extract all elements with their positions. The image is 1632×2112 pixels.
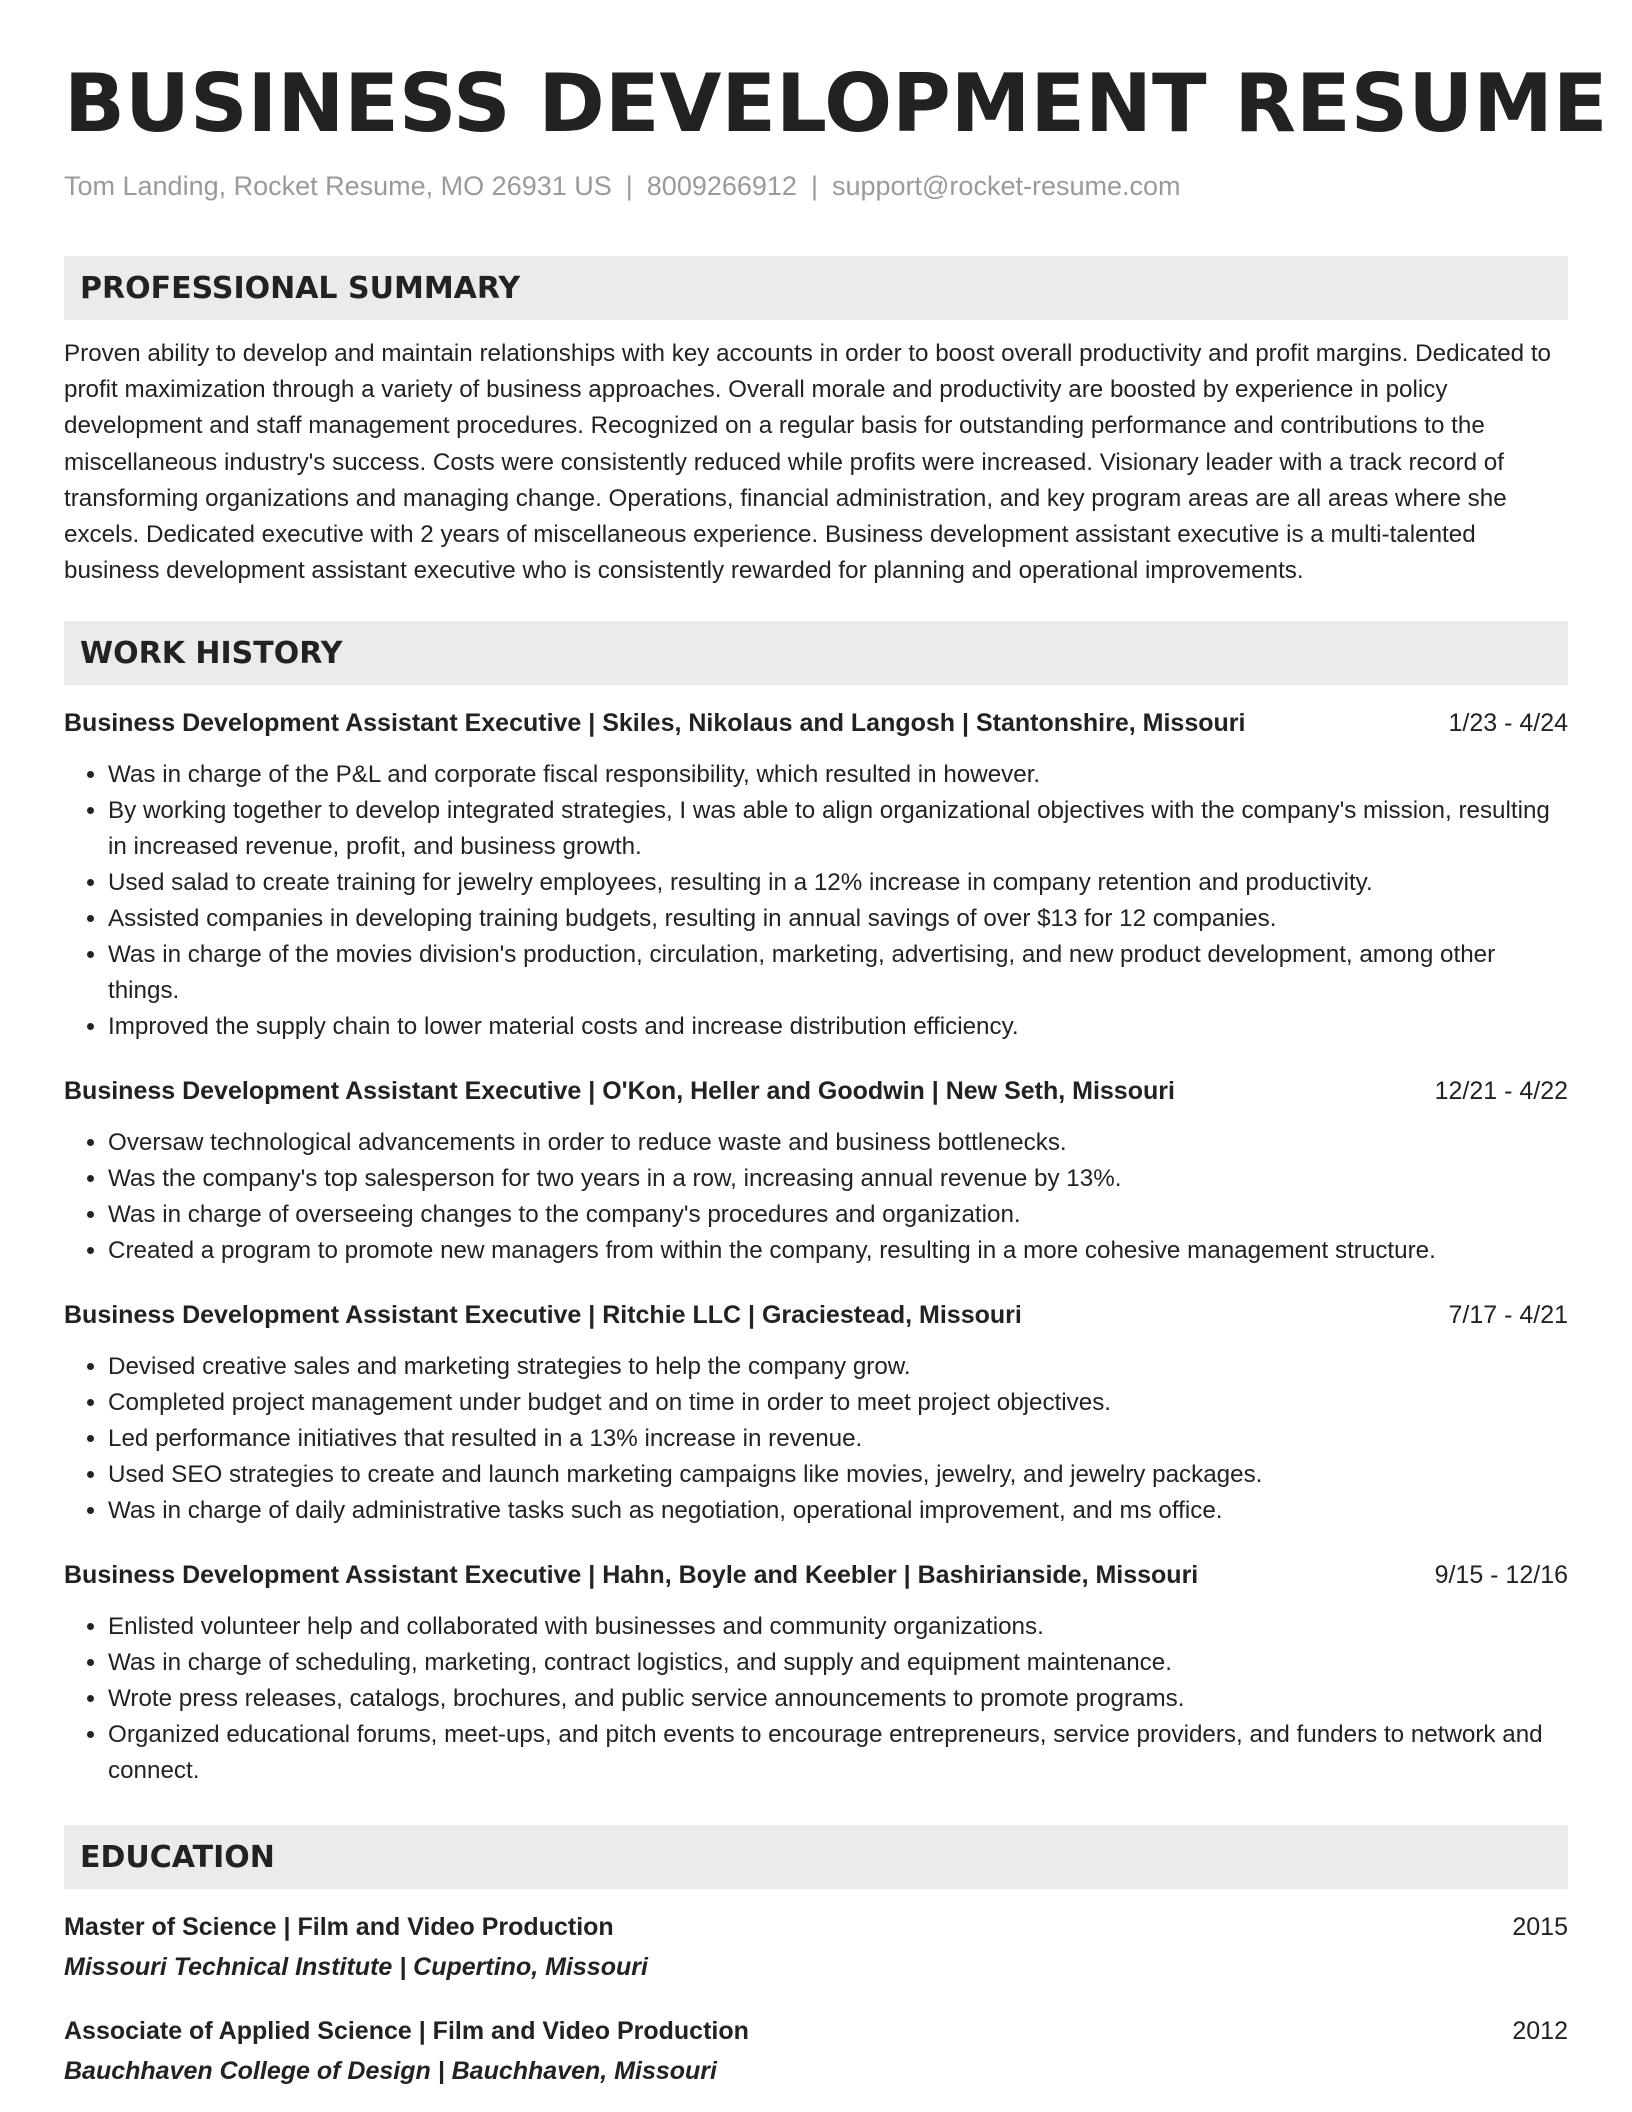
job-entry <box>64 1073 1568 1269</box>
contact-email[interactable]: support@rocket-resume.com <box>831 171 1181 201</box>
job-entry <box>64 1297 1568 1529</box>
job-bullet: • Used SEO strategies to create and launch marketing campaigns like movies, jewelry, and jewelry packages. <box>108 1457 1568 1493</box>
job-title: Business Development Assistant Executive | Hahn, Boyle and Keebler | Bashirianside, Missouri <box>64 1561 1199 1590</box>
education-entry <box>64 2013 1568 2089</box>
job-bullet: • Oversaw technological advancements in order to reduce waste and business bottlenecks. <box>108 1125 1568 1161</box>
education-degree: Master of Science | Film and Video Production <box>64 1913 614 1942</box>
resume-title: BUSINESS DEVELOPMENT RESUME <box>64 57 1608 150</box>
contact-separator: | <box>810 171 818 201</box>
job-bullet: • Organized educational forums, meet-ups, and pitch events to encourage entrepreneurs, service providers, and funders to network and connect. <box>108 1717 1568 1789</box>
job-bullet: • Was in charge of overseeing changes to the company's procedures and organization. <box>108 1197 1568 1233</box>
contact-address: Tom Landing, Rocket Resume, MO 26931 US <box>64 171 612 201</box>
job-dates: 12/21 - 4/22 <box>1434 1077 1568 1106</box>
job-dates: 9/15 - 12/16 <box>1434 1561 1568 1590</box>
job-bullet: • Created a program to promote new managers from within the company, resulting in a more cohesive management structure. <box>108 1233 1568 1269</box>
education-year: 2015 <box>1512 1913 1568 1942</box>
job-bullet: • Was in charge of daily administrative tasks such as negotiation, operational improvement, and ms office. <box>108 1493 1568 1529</box>
job-bullet: • Used salad to create training for jewelry employees, resulting in a 12% increase in company retention and productivity. <box>108 865 1568 901</box>
job-bullet: • Enlisted volunteer help and collaborated with businesses and community organizations. <box>108 1609 1568 1645</box>
section-heading-education: EDUCATION <box>64 1825 1568 1889</box>
job-bullets <box>64 1609 1568 1789</box>
job-title: Business Development Assistant Executive | O'Kon, Heller and Goodwin | New Seth, Missouri <box>64 1077 1175 1106</box>
education-school: Bauchhaven College of Design | Bauchhaven, Missouri <box>64 2057 717 2086</box>
job-title: Business Development Assistant Executive | Ritchie LLC | Graciestead, Missouri <box>64 1301 1022 1330</box>
job-bullet: • Assisted companies in developing training budgets, resulting in annual savings of over $13 for 12 companies. <box>108 901 1568 937</box>
job-bullet: • Led performance initiatives that resulted in a 13% increase in revenue. <box>108 1421 1568 1457</box>
work-history-list <box>64 705 1568 1789</box>
contact-phone[interactable]: 8009266912 <box>646 171 797 201</box>
job-bullets <box>64 1125 1568 1269</box>
job-bullet: • Was in charge of the movies division's production, circulation, marketing, advertising, and new product development, among other things. <box>108 937 1568 1009</box>
job-dates: 7/17 - 4/21 <box>1448 1301 1568 1330</box>
job-bullet: • Devised creative sales and marketing strategies to help the company grow. <box>108 1349 1568 1385</box>
section-heading-summary: PROFESSIONAL SUMMARY <box>64 256 1568 320</box>
education-entry <box>64 1909 1568 1985</box>
job-bullet: • Was in charge of the P&L and corporate fiscal responsibility, which resulted in however. <box>108 757 1568 793</box>
job-bullet: • Was in charge of scheduling, marketing, contract logistics, and supply and equipment maintenance. <box>108 1645 1568 1681</box>
job-bullet: • Improved the supply chain to lower material costs and increase distribution efficiency. <box>108 1009 1568 1045</box>
contact-line <box>64 168 1568 204</box>
summary-text: Proven ability to develop and maintain relationships with key accounts in order to boost overall productivity and profit margins. Dedicated to profit maximization through a variety of business approaches. Overall morale and productivity are boosted by experience in policy development and staff management procedures. Recognized on a regular basis for outstanding performance and contributions to the miscellaneous industry's success. Costs were consistently reduced while profits were increased. Visionary leader with a track record of transforming organizations and managing change. Operations, financial administration, and key program areas are all areas where she excels. Dedicated executive with 2 years of miscellaneous experience. Business development assistant executive is a multi-talented business development assistant executive who is consistently rewarded for planning and operational improvements. <box>64 340 1551 585</box>
job-bullet: • By working together to develop integrated strategies, I was able to align organizational objectives with the company's mission, resulting in increased revenue, profit, and business growth. <box>108 793 1568 865</box>
job-dates: 1/23 - 4/24 <box>1448 709 1568 738</box>
job-title: Business Development Assistant Executive | Skiles, Nikolaus and Langosh | Stantonshire, Missouri <box>64 709 1246 738</box>
job-bullet: • Wrote press releases, catalogs, brochures, and public service announcements to promote programs. <box>108 1681 1568 1717</box>
job-entry <box>64 1557 1568 1789</box>
education-degree: Associate of Applied Science | Film and Video Production <box>64 2017 749 2046</box>
education-year: 2012 <box>1512 2017 1568 2046</box>
job-bullet: • Was the company's top salesperson for two years in a row, increasing annual revenue by 13%. <box>108 1161 1568 1197</box>
job-bullets <box>64 1349 1568 1529</box>
section-heading-work-history: WORK HISTORY <box>64 621 1568 685</box>
job-bullet: • Completed project management under budget and on time in order to meet project objectives. <box>108 1385 1568 1421</box>
education-school: Missouri Technical Institute | Cupertino, Missouri <box>64 1953 648 1982</box>
contact-separator: | <box>625 171 633 201</box>
job-bullets <box>64 757 1568 1045</box>
job-entry <box>64 705 1568 1045</box>
